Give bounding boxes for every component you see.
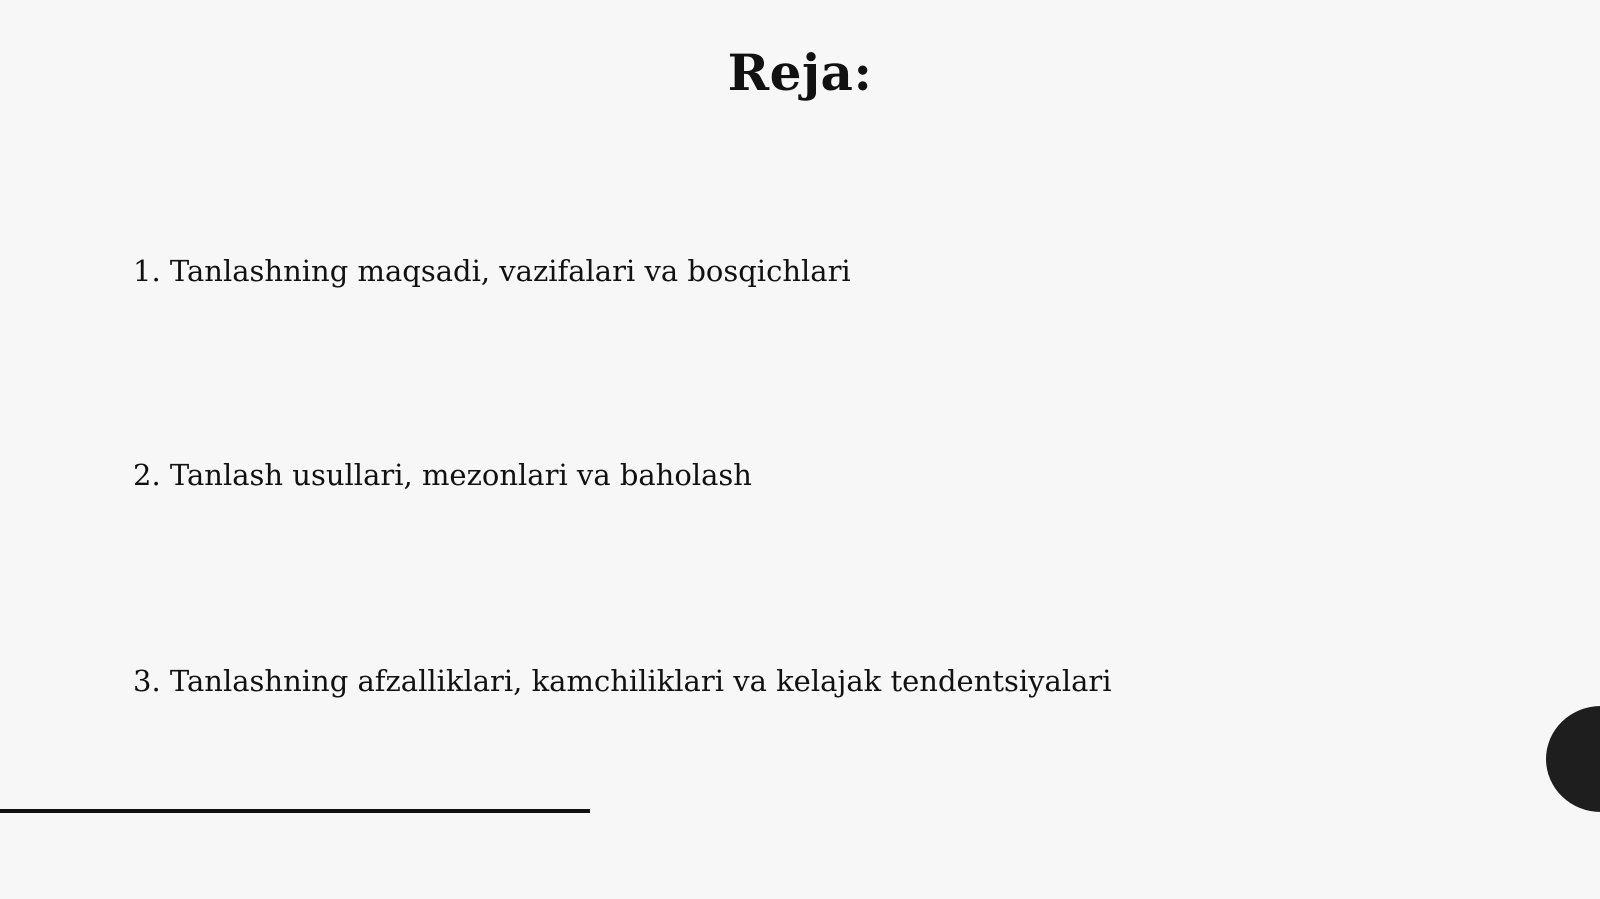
decorative-circle-shape	[1546, 706, 1600, 812]
plan-item-3: 3. Tanlashning afzalliklari, kamchiliklari va kelajak tendentsiyalari	[133, 664, 1112, 698]
decorative-divider-line	[0, 809, 590, 813]
plan-item-1: 1. Tanlashning maqsadi, vazifalari va bosqichlari	[133, 254, 851, 288]
plan-item-2: 2. Tanlash usullari, mezonlari va baholash	[133, 458, 752, 492]
slide-title: Reja:	[727, 43, 873, 102]
